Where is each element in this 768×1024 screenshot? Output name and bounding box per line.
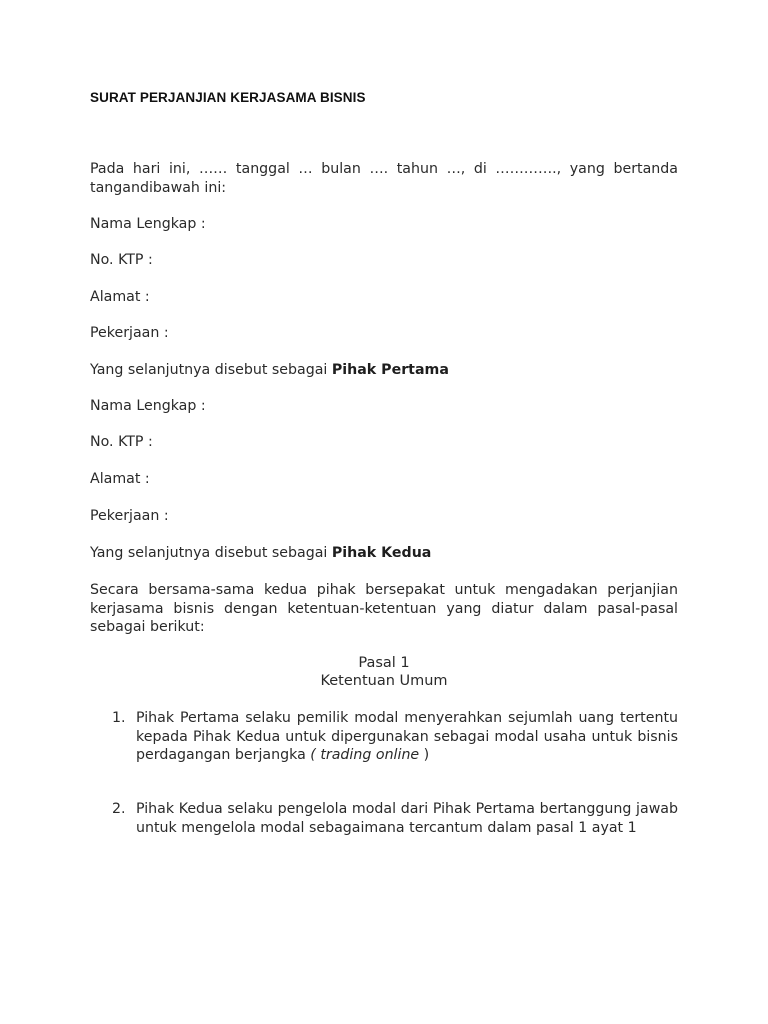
party2-address-field: Alamat : (90, 471, 150, 487)
party2-caption-prefix: Yang selanjutnya disebut sebagai (90, 545, 332, 561)
party1-job-field: Pekerjaan : (90, 325, 169, 341)
list-item-italic: ( trading online (310, 747, 420, 763)
party2-ktp-field: No. KTP : (90, 434, 153, 450)
agreement-paragraph: Secara bersama-sama kedua pihak bersepakat untuk mengadakan perjanjian kerjasama bisnis dengan ketentuan-ketentuan yang diatur dalam pasal-pasal sebagai berikut: (90, 582, 678, 635)
pasal-heading: Ketentuan Umum (320, 673, 448, 689)
pasal-number: Pasal 1 (358, 655, 410, 671)
intro-paragraph: Pada hari ini, …… tanggal … bulan …. tahun …, di …………., yang bertanda tangandibawah ini: (90, 161, 678, 196)
list-item-tail: ) (419, 747, 430, 763)
party2-role: Pihak Kedua (331, 545, 432, 561)
list-item-number: 2. (112, 801, 126, 817)
list-item-text (136, 709, 678, 765)
list-item-number: 1. (112, 710, 126, 726)
party1-ktp-field: No. KTP : (90, 252, 153, 268)
document-title: SURAT PERJANJIAN KERJASAMA BISNIS (90, 90, 366, 105)
party1-caption-prefix: Yang selanjutnya disebut sebagai (90, 362, 332, 378)
party1-role: Pihak Pertama (331, 362, 449, 378)
party1-caption (90, 361, 449, 380)
list-item (112, 709, 678, 765)
list-item-text: Pihak Kedua selaku pengelola modal dari Pihak Pertama bertanggung jawab untuk mengelola modal sebagaimana tercantum dalam pasal 1 ayat 1 (136, 801, 678, 836)
party1-name-field: Nama Lengkap : (90, 216, 206, 232)
party2-job-field: Pekerjaan : (90, 508, 169, 524)
party1-address-field: Alamat : (90, 289, 150, 305)
list-item-body: Pihak Pertama selaku pemilik modal menyerahkan sejumlah uang tertentu kepada Pihak Kedua untuk dipergunakan sebagai modal usaha untuk bisnis perdagangan berjangka (136, 710, 678, 763)
party2-name-field: Nama Lengkap : (90, 398, 206, 414)
list-item (112, 800, 678, 837)
party2-caption (90, 544, 431, 563)
